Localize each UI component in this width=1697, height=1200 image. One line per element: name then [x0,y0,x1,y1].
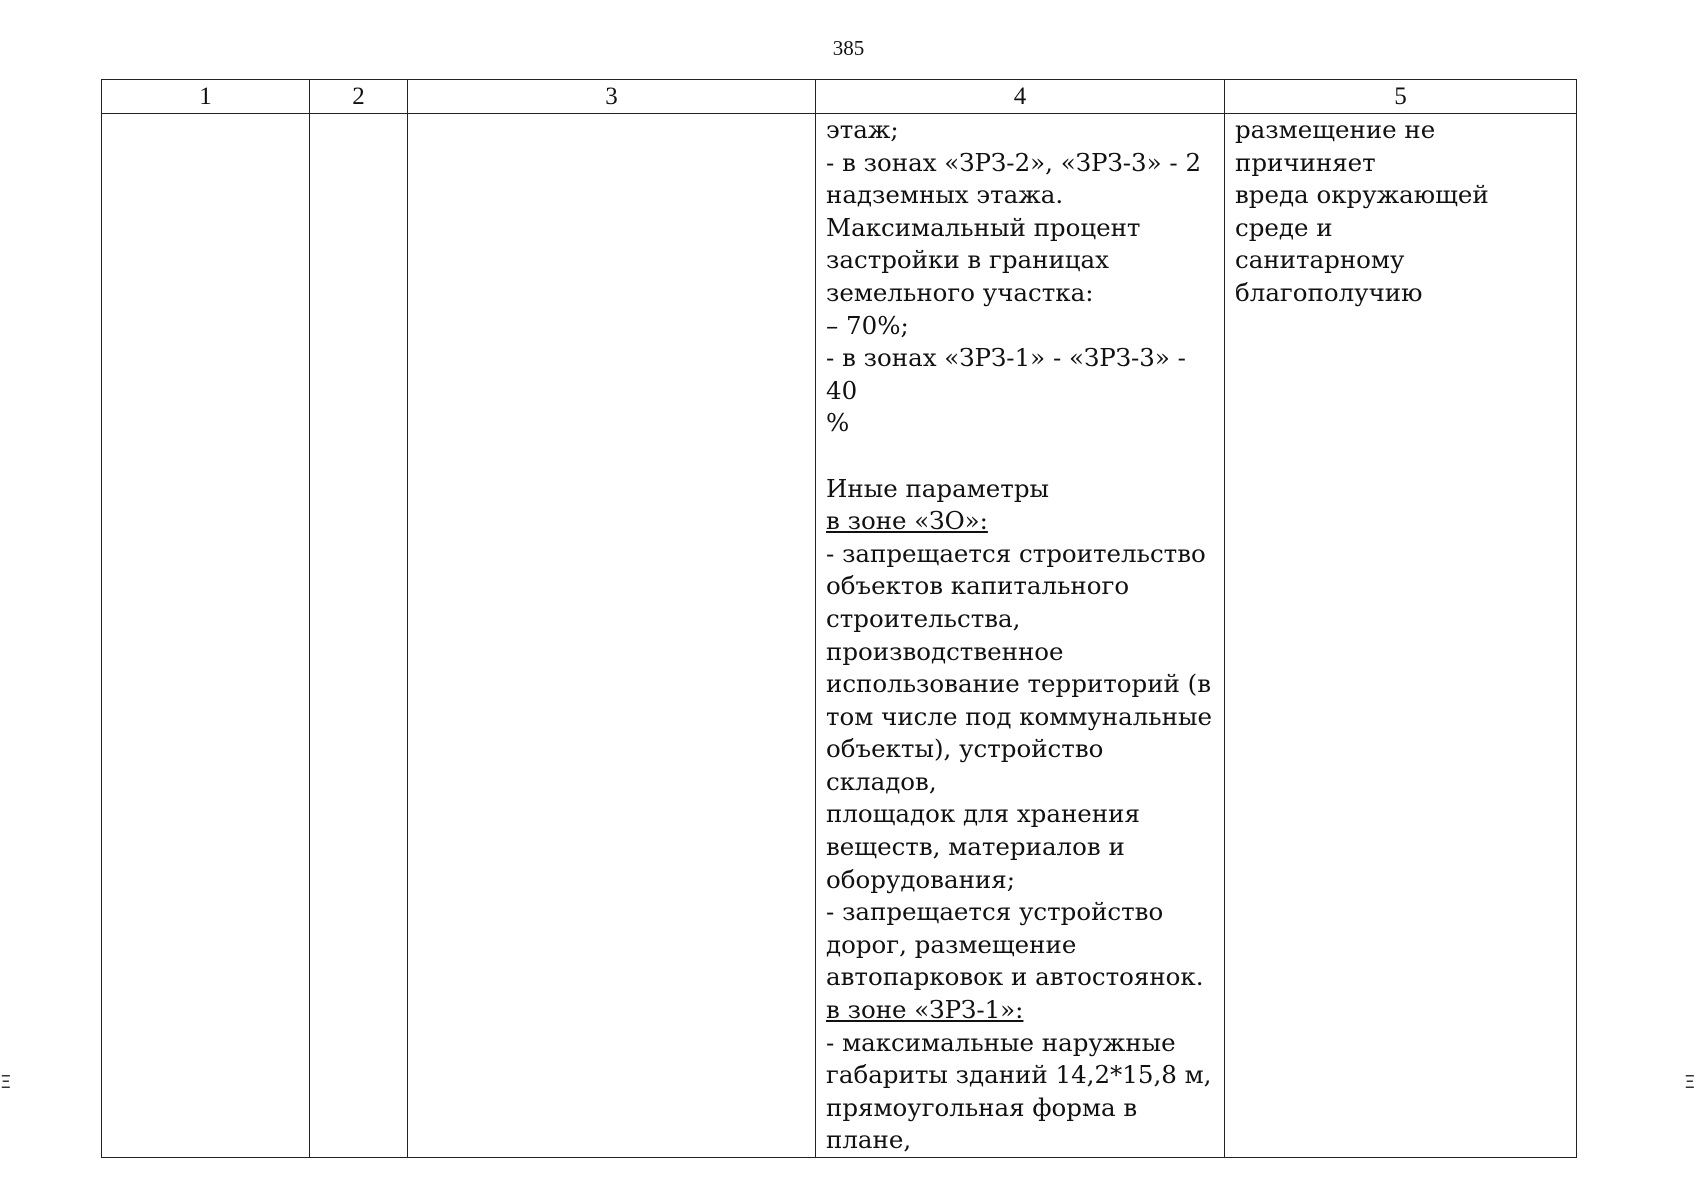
text-line: земельного участка: [826,277,1094,307]
text-line: - запрещается устройство [826,897,1164,927]
header-col-5: 5 [1225,80,1577,114]
table-row [102,114,1577,1158]
text-line: в зоне «ЗРЗ-1»: [826,995,1024,1025]
page-number: 385 [832,36,865,60]
text-line: благополучию [1235,277,1423,307]
text-line: автопарковок и автостоянок. [826,962,1204,992]
text-line: строительства, [826,603,1021,633]
header-col-1: 1 [102,80,310,114]
text-line: габариты зданий 14,2*15,8 м, [826,1060,1212,1090]
cell-col-4 [816,114,1225,1158]
text-line: размещение не причиняет [1235,115,1436,177]
cell-col-1 [102,114,310,1158]
cell-col-2 [310,114,408,1158]
text-line [826,440,1214,473]
text-line: использование территорий (в [826,669,1212,699]
text-line: веществ, материалов и [826,832,1125,862]
text-line: объектов капитального [826,571,1130,601]
text-line: % [826,408,850,438]
text-line: дорог, размещение [826,929,1077,959]
text-line: площадок для хранения [826,799,1140,829]
text-line: оборудования; [826,864,1015,894]
text-line: прямоугольная форма в плане, [826,1092,1138,1155]
text-line: этаж; [826,115,899,144]
text-line: том числе под коммунальные [826,701,1212,731]
text-line: Максимальный процент [826,212,1141,242]
text-line: - в зонах «ЗРЗ-1» - «ЗРЗ-3» - 40 [826,343,1186,405]
right-margin-mark: Ξ [1684,1072,1696,1093]
header-row [102,80,1577,114]
text-line: - запрещается строительство [826,538,1206,568]
text-line: – 70%; [826,310,909,340]
left-margin-mark: Ξ [0,1072,12,1093]
conditions-text [1225,114,1576,310]
text-line: Иные параметры [826,473,1050,503]
text-line: в зоне «ЗО»: [826,506,988,536]
text-line: застройки в границах [826,245,1109,275]
cell-col-5 [1225,114,1577,1158]
regulations-table [101,79,1577,1158]
cell-col-3 [408,114,816,1158]
text-line: надземных этажа. [826,180,1064,210]
parameters-text [816,114,1224,1157]
text-line: - максимальные наружные [826,1027,1176,1057]
header-col-3: 3 [408,80,816,114]
text-line: - в зонах «ЗРЗ-2», «ЗРЗ-3» - 2 [826,147,1202,177]
text-line: объекты), устройство складов, [826,734,1104,796]
text-line: производственное [826,636,1064,666]
text-line: вреда окружающей среде и [1235,180,1489,242]
text-line: санитарному [1235,245,1405,275]
header-col-2: 2 [310,80,408,114]
header-col-4: 4 [816,80,1225,114]
